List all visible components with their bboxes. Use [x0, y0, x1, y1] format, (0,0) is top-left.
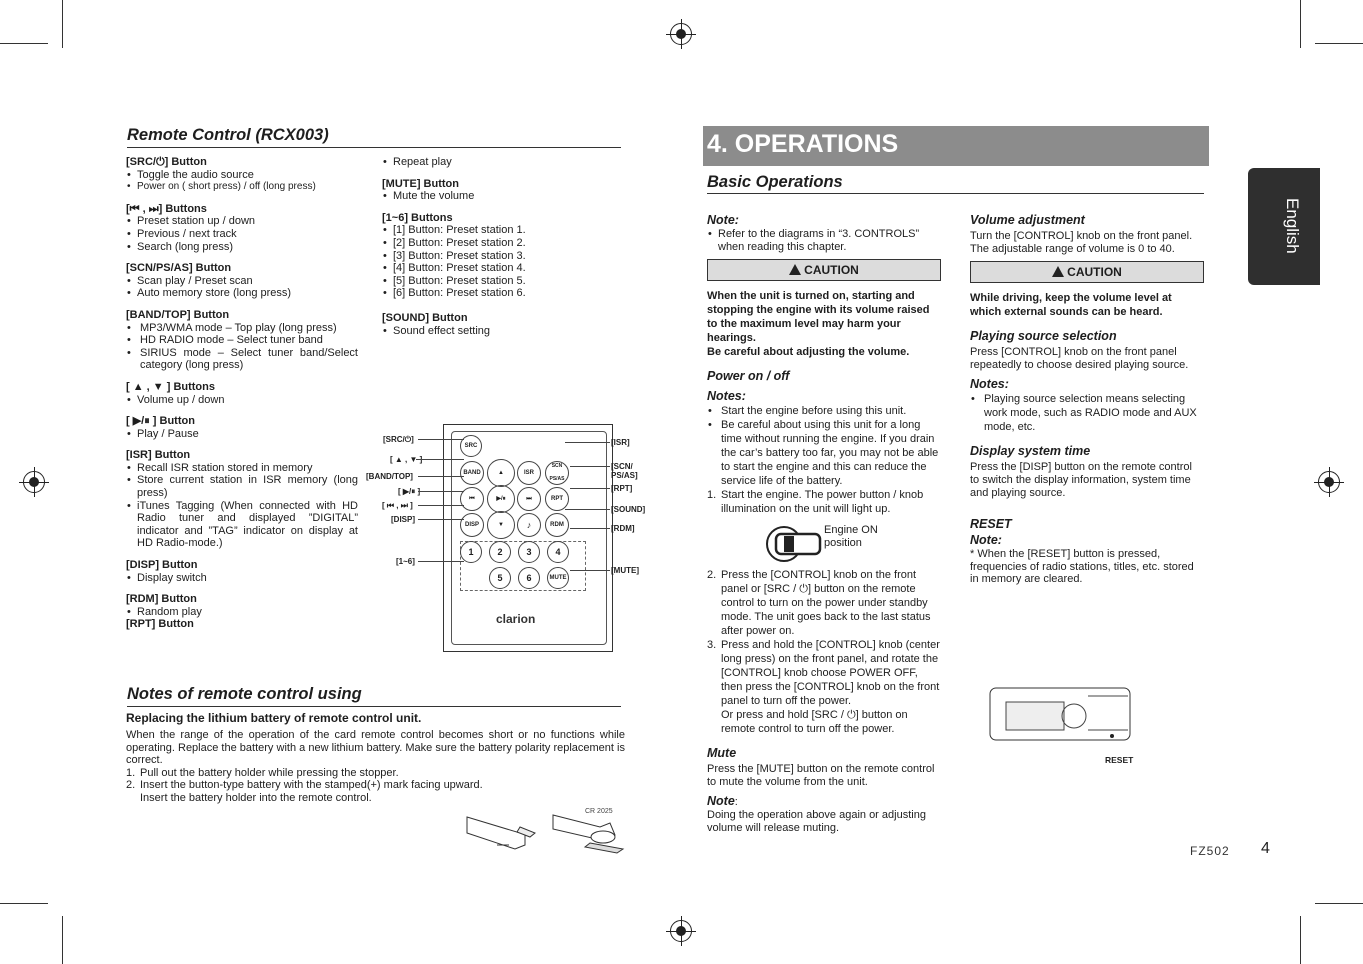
- notes-label: Notes:: [707, 389, 746, 404]
- label-rdm: [RDM]: [611, 524, 635, 533]
- remote-down-button[interactable]: ▼: [487, 511, 515, 539]
- warning-icon: [789, 264, 801, 275]
- list-item: 1. Pull out the battery holder while pressing the stopper.: [126, 766, 399, 779]
- list-item: • [4] Button: Preset station 4.: [382, 262, 602, 275]
- operations-banner: 4. OPERATIONS: [703, 126, 1209, 166]
- leader-line: [570, 528, 610, 529]
- registration-mark-icon: [670, 920, 692, 942]
- label-nums: [1~6]: [396, 557, 415, 566]
- registration-mark-icon: [23, 471, 45, 493]
- band-heading: [BAND/TOP] Button: [126, 308, 230, 321]
- list-item: • SIRIUS mode – Select tuner band/Select category (long press): [126, 347, 358, 372]
- remote-col1: [126, 156, 358, 631]
- caution-box: CAUTION: [970, 261, 1204, 283]
- leader-line: [418, 519, 464, 520]
- registration-mark-icon: [670, 23, 692, 45]
- list-item: 1. Start the engine. The power button / knob illumination on the unit will light up.: [707, 489, 924, 516]
- warning-icon: [1052, 266, 1064, 277]
- display-title: Display system time: [970, 444, 1091, 459]
- crop-mark: [62, 916, 63, 964]
- list-item: • Repeat play: [382, 156, 602, 169]
- volume-range: The adjustable range of volume is 0 to 40.: [970, 242, 1175, 255]
- list-item: • MP3/WMA mode – Top play (long press): [126, 322, 358, 335]
- list-item: • Random play: [126, 606, 358, 619]
- remote-isr-button[interactable]: ISR: [517, 461, 541, 485]
- updown-heading: [ ▲ , ▼ ] Buttons: [126, 380, 215, 393]
- label-updown: [ ▲ , ▼ ]: [390, 455, 423, 464]
- crop-mark: [62, 0, 63, 48]
- rdm-heading: [RDM] Button: [126, 593, 197, 606]
- reset-title: RESET: [970, 517, 1012, 532]
- remote-5-button[interactable]: 5: [489, 567, 511, 589]
- list-item: • Recall ISR station stored in memory: [126, 462, 358, 475]
- model-number: FZ502: [1190, 844, 1230, 858]
- remote-2-button[interactable]: 2: [489, 541, 511, 563]
- mute-heading: [MUTE] Button: [382, 177, 459, 190]
- list-item: • [2] Button: Preset station 2.: [382, 237, 602, 250]
- remote-col2: [382, 156, 602, 337]
- list-item: • Previous / next track: [126, 228, 358, 241]
- leader-line: [570, 466, 610, 467]
- caution-text-2: Be careful about adjusting the volume.: [707, 346, 910, 359]
- leader-line: [565, 442, 610, 443]
- language-tab: [1248, 168, 1320, 285]
- leader-line: [416, 459, 464, 460]
- label-playpause: [ ▶/⏸ ]: [398, 487, 421, 496]
- volume-text: Turn the [CONTROL] knob on the front panel.: [970, 230, 1193, 242]
- right-col1: Note: • Refer to the diagrams in “3. CONTROLS” when reading this chapter. CAUTION When the unit is turned on, starting and stopping the engine with its volume raised to the maximum level may harm your hearings. Be careful about adjusting the volume. Power on / off Notes: • Start the engine before using this unit. • Be careful about using this unit for a long time without running the engine. If you drain the car’s battery too far, you may not be able to start the engine and this can reduce the service life of the battery. 1. Start the engine. The power button / knob illumination on the unit will light up. Engine ON position 2. Press the [CONTROL] knob on the front panel or [SRC / ⏻] button on the remote control to turn on the power under standby mode. The unit goes back to the last status after power on. 3. Press and hold the [CONTROL] knob (center long press) on the front panel, and rotate the [CONTROL] knob choose POWER OFF, then press the [CONTROL] knob on the front panel to turn off the power. Or press and hold [SRC / ⏻] button on remote control to turn off the power. Mute Press the [MUTE] button on the remote control to mute the volume from the unit. Note: Doing the operation above again or adjusting volume will release muting.: [707, 203, 941, 835]
- list-item: • Scan play / Preset scan: [126, 275, 358, 288]
- remote-sound-button[interactable]: ♪: [517, 513, 541, 537]
- registration-mark-icon: [1318, 471, 1340, 493]
- rpt-heading: [RPT] Button: [126, 618, 194, 631]
- remote-4-button[interactable]: 4: [547, 541, 569, 563]
- engine-row: [707, 516, 941, 568]
- remote-3-button[interactable]: 3: [518, 541, 540, 563]
- basic-operations-title: Basic Operations: [707, 173, 843, 191]
- remote-control-title: Remote Control (RCX003): [127, 126, 329, 144]
- leader-line: [570, 570, 610, 571]
- engine-key-icon: [762, 524, 822, 564]
- list-item: • Mute the volume: [382, 190, 602, 203]
- notes-subtitle: Replacing the lithium battery of remote control unit.: [126, 711, 422, 725]
- list-item: • [5] Button: Preset station 5.: [382, 275, 602, 288]
- notes-body: When the range of the operation of the card remote control becomes short or no functions while operating. Replace the battery with a new lithium battery. Make sure the battery polarity replacement is correct.: [126, 729, 625, 767]
- remote-rpt-button[interactable]: RPT: [545, 487, 569, 511]
- leader-line: [418, 476, 464, 477]
- note-label: Note:: [707, 213, 739, 227]
- divider: [127, 706, 621, 707]
- note-text: • Refer to the diagrams in “3. CONTROLS” when reading this chapter.: [707, 228, 941, 253]
- leader-line: [565, 509, 610, 510]
- caution-text: When the unit is turned on, starting and stopping the engine with its volume raised to the maximum level may harm your hearings.: [707, 290, 930, 345]
- isr-heading: [ISR] Button: [126, 449, 191, 462]
- crop-mark: [0, 903, 48, 904]
- list-item: 2. Insert the button-type battery with the stamped(+) mark facing upward.: [126, 779, 483, 792]
- label-mute: [MUTE]: [611, 566, 639, 575]
- list-item: • iTunes Tagging (When connected with HD Radio tuner and displayed ”DIGITAL” indicator and ”TAG” indicator on display at HD Radio-mode.): [126, 500, 358, 550]
- reset-label: RESET: [1105, 755, 1134, 765]
- src-heading: [SRC/⏻] Button: [126, 156, 207, 168]
- remote-1-button[interactable]: 1: [460, 541, 482, 563]
- leader-line: [418, 439, 464, 440]
- leader-line: [418, 561, 464, 562]
- remote-scn-button[interactable]: SCN PS/AS: [545, 461, 569, 485]
- crop-mark: [1300, 916, 1301, 964]
- notes-title: Notes of remote control using: [127, 685, 362, 703]
- remote-up-button[interactable]: ▲: [487, 459, 515, 487]
- caution-text: While driving, keep the volume level at which external sounds can be heard.: [970, 292, 1172, 319]
- list-item: • Be careful about using this unit for a long time without running the engine. If you drain the car’s battery too far, you may not be able to start the engine and this can reduce the service life of the battery.: [707, 418, 941, 488]
- list-item: • Store current station in ISR memory (long press): [126, 474, 358, 499]
- language-tab-label: English: [1283, 198, 1302, 254]
- crop-mark: [1315, 903, 1363, 904]
- right-col2: [970, 203, 1204, 586]
- list-item: • Volume up / down: [126, 394, 358, 407]
- list-item: • Play / Pause: [126, 428, 358, 441]
- battery-label: CR 2025: [585, 808, 613, 815]
- caution-box: CAUTION: [707, 259, 941, 281]
- list-item: • Auto memory store (long press): [126, 287, 358, 300]
- notes-block: [126, 711, 625, 805]
- mute-title: Mute: [707, 746, 737, 761]
- playpause-heading: [ ▶/⏸ ] Button: [126, 415, 195, 428]
- remote-playpause-button[interactable]: ▶/⏸: [487, 485, 515, 513]
- disp-heading: [DISP] Button: [126, 559, 198, 572]
- remote-rdm-button[interactable]: RDM: [545, 513, 569, 537]
- list-item: • Power on ( short press) / off (long press): [126, 181, 358, 194]
- scn-heading: [SCN/PS/AS] Button: [126, 262, 232, 275]
- crop-mark: [1315, 43, 1363, 44]
- label-bandtop: [BAND/TOP]: [366, 472, 413, 481]
- sound-heading: [SOUND] Button: [382, 311, 468, 324]
- remote-diagram: [443, 424, 613, 652]
- label-prevnext: [ ⏮ , ⏭ ]: [382, 501, 413, 510]
- remote-6-button[interactable]: 6: [518, 567, 540, 589]
- leader-line: [570, 488, 610, 489]
- list-item: • [1] Button: Preset station 1.: [382, 224, 602, 237]
- label-sound: [SOUND]: [611, 505, 646, 514]
- notes-label: Notes:: [970, 377, 1009, 392]
- head-unit-illustration: [988, 686, 1132, 744]
- reset-note-label: Note:: [970, 533, 1002, 548]
- source-text: Press [CONTROL] knob on the front panel repeatedly to choose desired playing source.: [970, 346, 1189, 371]
- list-item: • HD RADIO mode – Select tuner band: [126, 334, 358, 347]
- leader-line: [418, 491, 464, 492]
- list-item: • Toggle the audio source: [126, 169, 358, 182]
- clarion-logo: clarion: [496, 612, 536, 626]
- remote-disp-button[interactable]: DISP: [460, 513, 484, 537]
- prevnext-heading: [⏮ , ⏭] Buttons: [126, 202, 207, 215]
- remote-mute-button[interactable]: MUTE: [547, 567, 569, 589]
- label-scn: [SCN/ PS/AS]: [611, 462, 638, 480]
- reset-note: * When the [RESET] button is pressed, frequencies of radio stations, titles, etc. stored in memory are cleared.: [970, 548, 1194, 586]
- source-title: Playing source selection: [970, 329, 1117, 344]
- nums-heading: [1~6] Buttons: [382, 211, 453, 224]
- remote-band-button[interactable]: BAND: [460, 461, 484, 485]
- source-note: • Playing source selection means selecting work mode, such as RADIO mode and AUX mode, etc.: [970, 392, 1204, 434]
- list-item: • [6] Button: Preset station 6.: [382, 287, 602, 300]
- list-item: • Sound effect setting: [382, 325, 602, 338]
- list-item: • Preset station up / down: [126, 215, 358, 228]
- list-item: • Search (long press): [126, 241, 358, 254]
- page-number: 4: [1261, 840, 1270, 857]
- mute-note-label: Note: [707, 794, 735, 809]
- engine-label: Engine ON position: [824, 524, 878, 549]
- list-item: Insert the battery holder into the remote control.: [140, 791, 372, 804]
- volume-title: Volume adjustment: [970, 213, 1085, 227]
- crop-mark: [0, 43, 48, 44]
- crop-mark: [1300, 0, 1301, 48]
- list-item: Or press and hold [SRC / ⏻] button on remote control to turn off the power.: [721, 709, 908, 736]
- mute-text: Press the [MUTE] button on the remote control to mute the volume from the unit.: [707, 763, 935, 788]
- divider: [707, 193, 1204, 194]
- power-title: Power on / off: [707, 369, 790, 384]
- list-item: 2. Press the [CONTROL] knob on the front panel or [SRC / ⏻] button on the remote control to turn on the power under standby mode. The unit goes back to the last status after power on.: [707, 569, 931, 638]
- label-disp: [DISP]: [391, 515, 415, 524]
- divider: [127, 147, 621, 148]
- leader-line: [418, 505, 464, 506]
- list-item: 3. Press and hold the [CONTROL] knob (center long press) on the front panel, and rotate the [CONTROL] knob choose POWER OFF, then press the [CONTROL] knob on the front panel to turn off the power.: [707, 639, 940, 708]
- list-item: • [3] Button: Preset station 3.: [382, 250, 602, 263]
- remote-next-button[interactable]: ⏭: [517, 487, 541, 511]
- list-item: • Display switch: [126, 572, 358, 585]
- remote-prev-button[interactable]: ⏮: [460, 487, 484, 511]
- list-item: • Start the engine before using this unit.: [707, 404, 941, 418]
- label-src: [SRC/⏻]: [383, 435, 414, 444]
- label-isr: [ISR]: [611, 438, 630, 447]
- label-rpt: [RPT]: [611, 484, 633, 493]
- display-text: Press the [DISP] button on the remote control to switch the display information, system time and playing source.: [970, 461, 1192, 499]
- mute-note: Doing the operation above again or adjusting volume will release muting.: [707, 809, 926, 834]
- remote-src-button[interactable]: SRC: [460, 435, 482, 457]
